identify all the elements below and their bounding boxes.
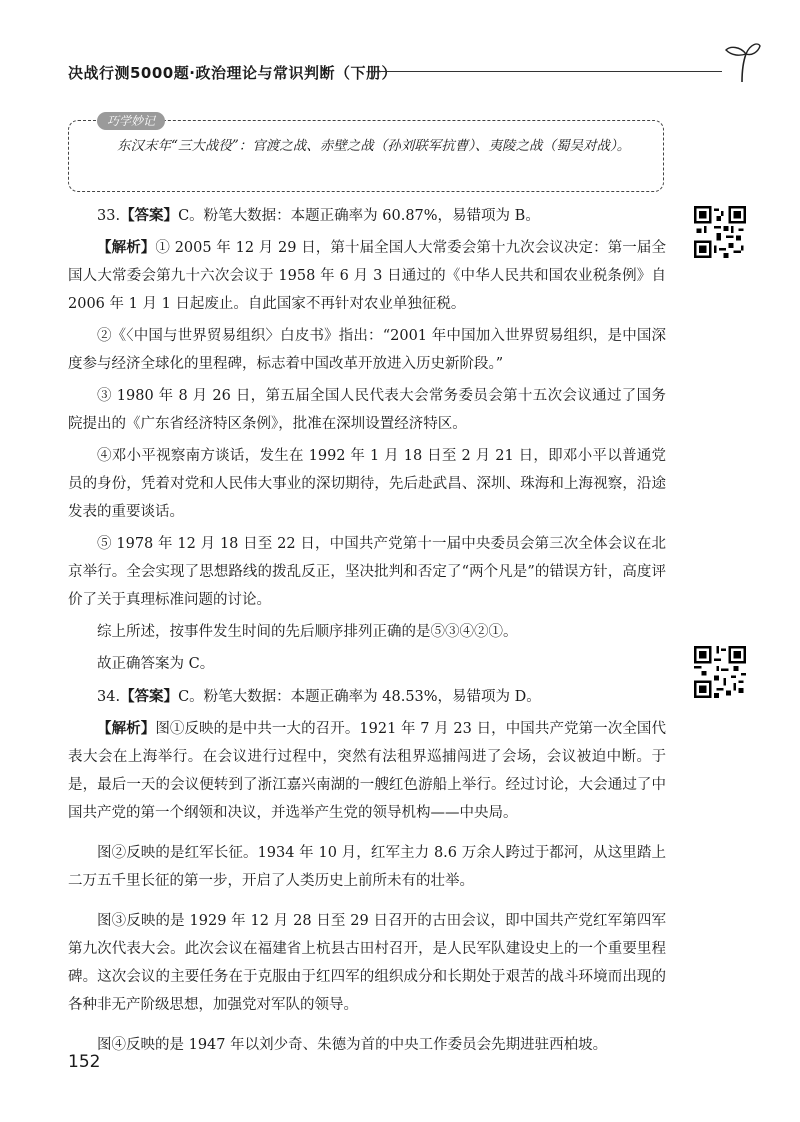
q33-analysis-3: ③ 1980 年 8 月 26 日，第五届全国人民代表大会常务委员会第十五次会议通过了国务院提出的《广东省经济特区条例》，批准在深圳设置经济特区。 [68, 388, 666, 432]
memory-tip-text: 东汉末年“三大战役”：官渡之战、赤壁之战（孙刘联军抗曹）、夷陵之战（蜀吴对战）。 [117, 138, 631, 154]
memory-tip-badge: 巧学妙记 [97, 112, 165, 130]
header-rule [372, 71, 722, 72]
q34-analysis-1: 【解析】图①反映的是中共一大的召开。1921 年 7 月 23 日，中国共产党第一次全国代表大会在上海举行。在会议进行过程中，突然有法租界巡捕闯进了会场，会议被迫中断。于是，最后一天的会议便转到了浙江嘉兴南湖的一艘红色游船上举行。经过讨论，大会通过了中国共产党的第一个纲领和决议，并选举产生党的领导机构——中央局。 [68, 720, 666, 821]
leaf-sprout-icon [722, 40, 762, 84]
q33-answer-line: 33.【答案】C。粉笔大数据：本题正确率为 60.87%，易错项为 B。 [97, 207, 540, 224]
q33-analysis-5: ⑤ 1978 年 12 月 18 日至 22 日，中国共产党第十一届中央委员会第三次全体会议在北京举行。全会实现了思想路线的拨乱反正，坚决批判和否定了“两个凡是”的错误方针，高度评价了关于真理标准问题的讨论。 [68, 536, 666, 608]
q34-analysis-3: 图③反映的是 1929 年 12 月 28 日至 29 日召开的古田会议，即中国共产党红军第四军第九次代表大会。此次会议在福建省上杭县古田村召开，是人民军队建设史上的一个重要里程碑。这次会议的主要任务在于克服由于红四军的组织成分和长期处于艰苦的战斗环境而出现的各种非无产阶级思想，加强党对军队的领导。 [68, 913, 666, 1013]
q34-analysis-4: 图④反映的是 1947 年以刘少奇、朱德为首的中央工作委员会先期进驻西柏坡。 [97, 1037, 608, 1053]
q33-summary: 综上所述，按事件发生时间的先后顺序排列正确的是⑤③④②①。 [97, 624, 518, 640]
memory-tip-box [68, 114, 664, 192]
book-title: 决战行测5000题·政治理论与常识判断（下册） [68, 64, 397, 82]
q33-conclusion: 故正确答案为 C。 [97, 656, 215, 672]
q33-analysis-4: ④邓小平视察南方谈话，发生在 1992 年 1 月 18 日至 2 月 21 日，即邓小平以普通党员的身份，凭着对党和人民伟大事业的深切期待，先后赴武昌、深圳、珠海和上海视察，沿途发表的重要谈话。 [68, 448, 666, 520]
answer-explanation-content [68, 202, 666, 1059]
qr-code-icon[interactable] [694, 206, 746, 258]
page-number: 152 [68, 1052, 101, 1072]
qr-code-icon[interactable] [694, 646, 746, 698]
q33-analysis-1: 【解析】① 2005 年 12 月 29 日，第十届全国人大常委会第十九次会议决定：第一届全国人大常委会第九十六次会议于 1958 年 6 月 3 日通过的《中华人民共和国农业税条例》自 2006 年 1 月 1 日起废止。自此国家不再针对农业单独征税。 [68, 239, 666, 312]
q34-analysis-2: 图②反映的是红军长征。1934 年 10 月，红军主力 8.6 万余人跨过于都河，从这里踏上二万五千里长征的第一步，开启了人类历史上前所未有的壮举。 [68, 845, 666, 889]
q34-answer-line: 34.【答案】C。粉笔大数据：本题正确率为 48.53%，易错项为 D。 [97, 688, 541, 705]
q33-analysis-2: ②《〈中国与世界贸易组织〉白皮书》指出：“2001 年中国加入世界贸易组织，是中国深度参与经济全球化的里程碑，标志着中国改革开放进入历史新阶段。” [68, 328, 666, 372]
